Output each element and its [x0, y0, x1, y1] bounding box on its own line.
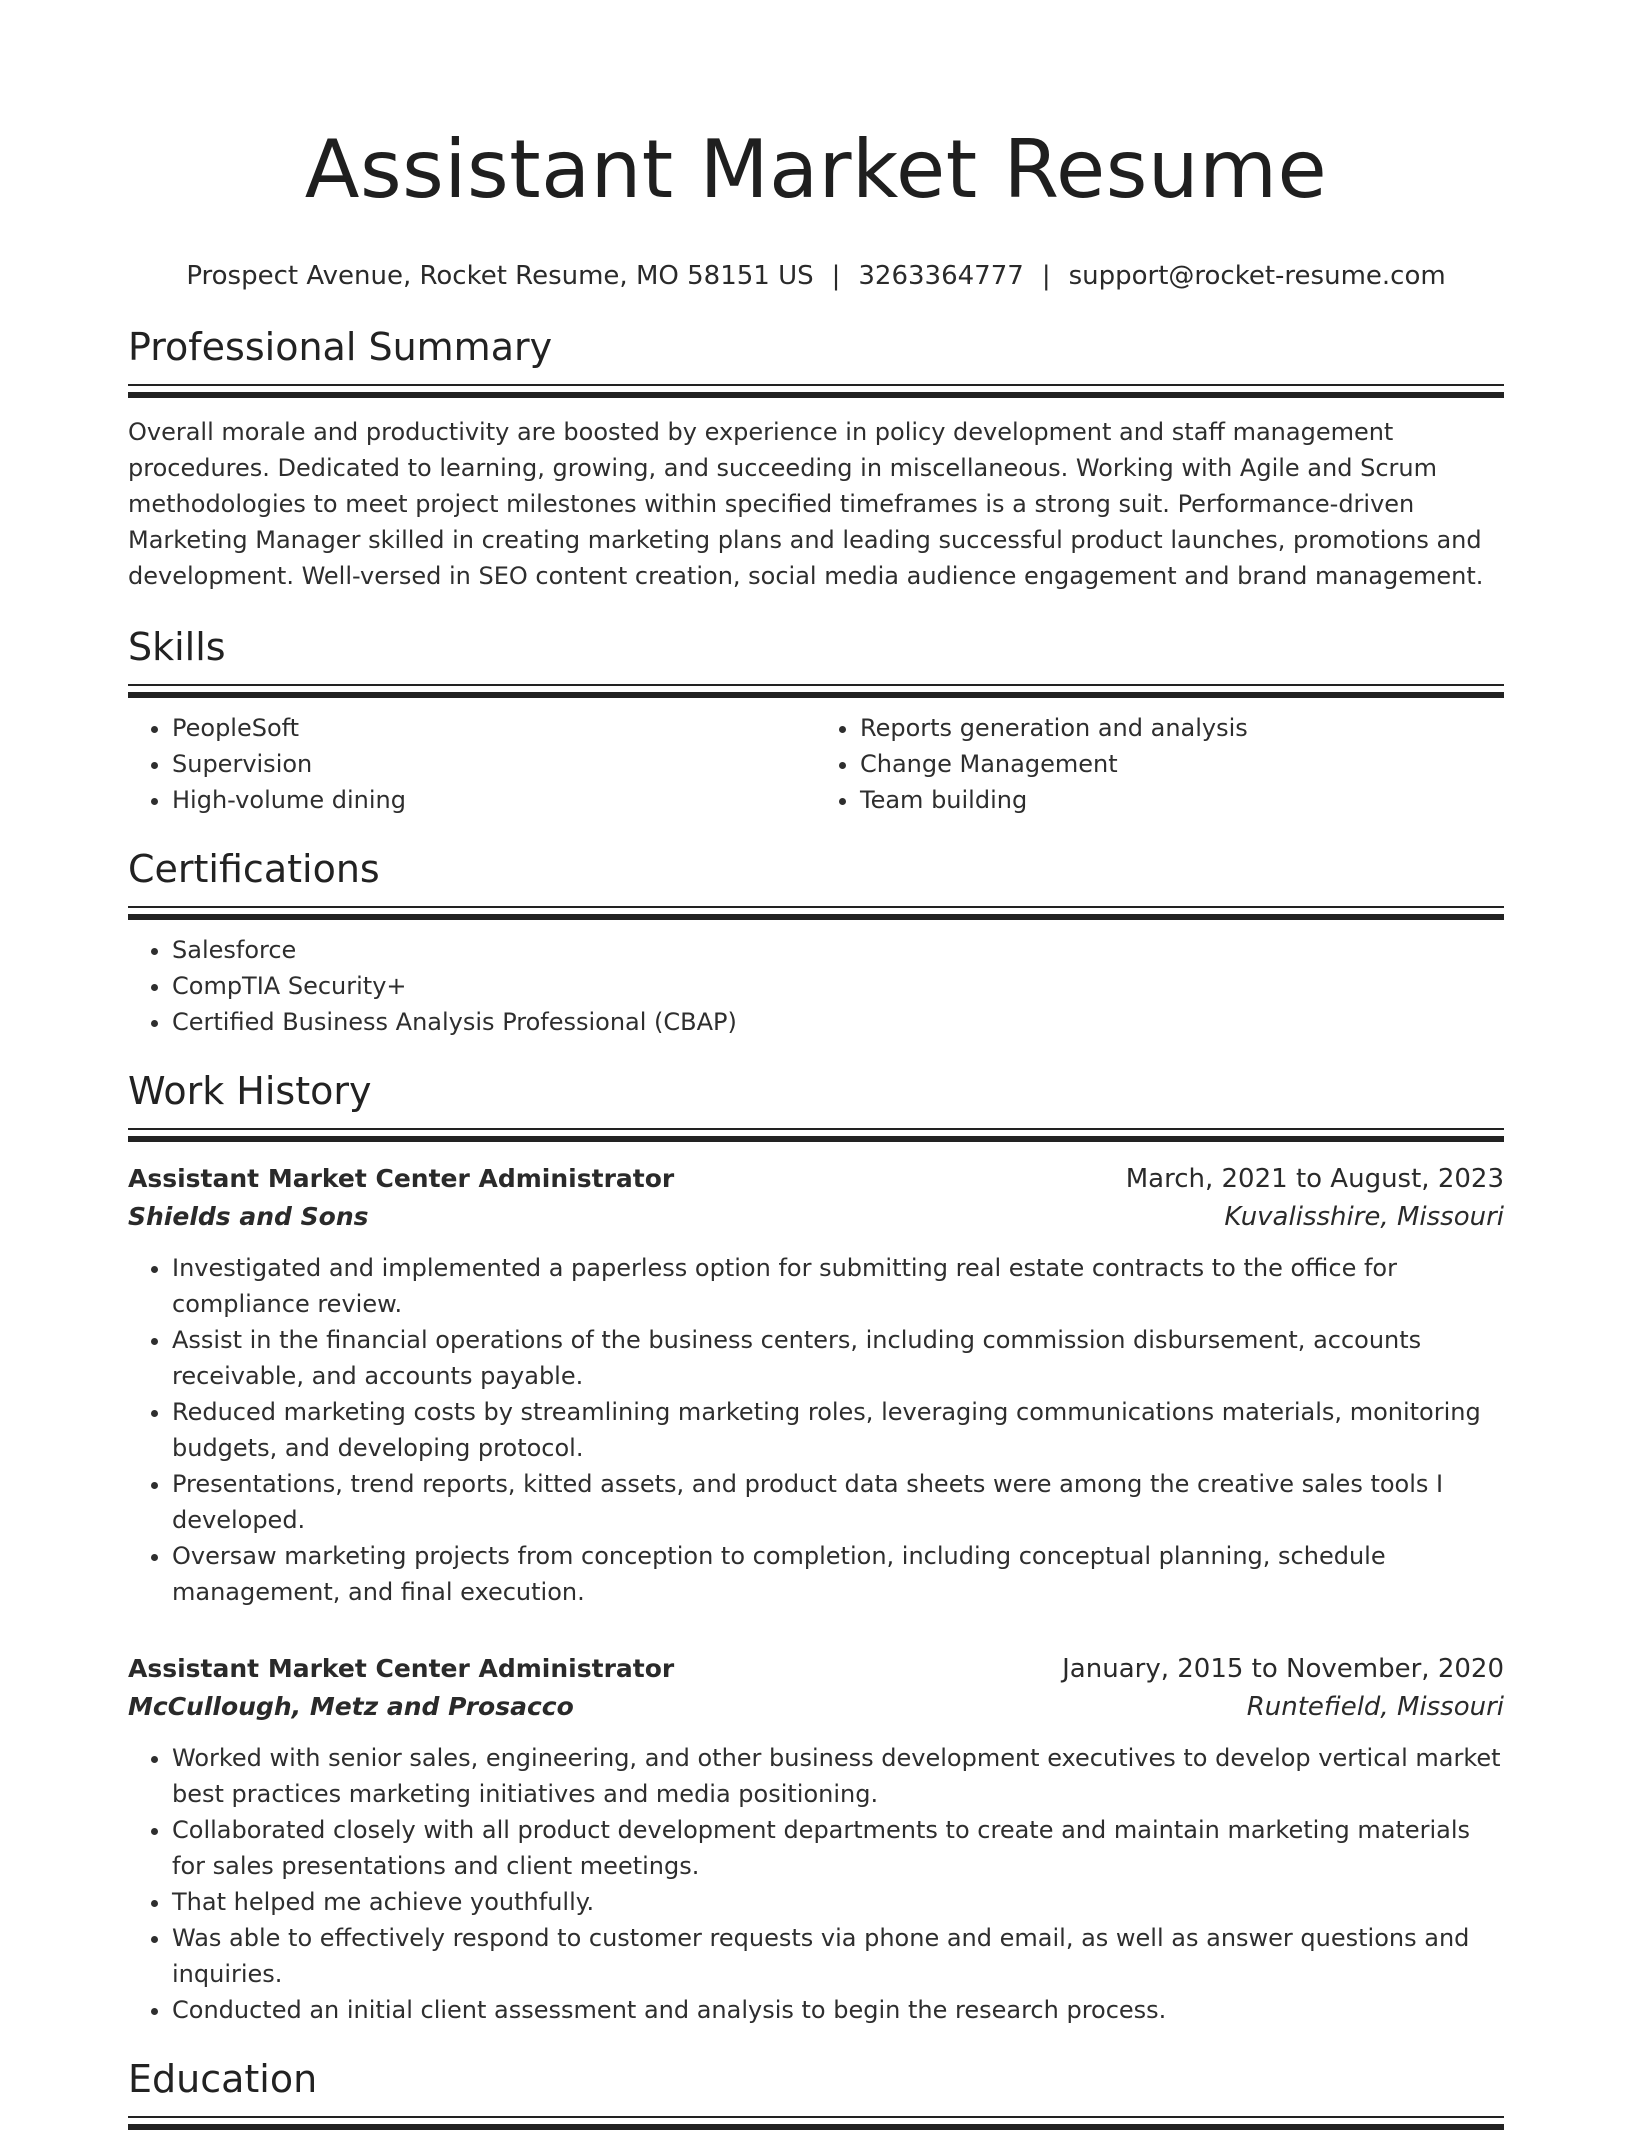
job-bullet: • Was able to effectively respond to customer requests via phone and email, as well as answer questions and inquiries. [172, 1920, 1504, 1992]
job-dates: January, 2015 to November, 2020 [1062, 1654, 1504, 1684]
work-history-section [128, 1066, 1504, 2028]
job-location: Runtefield, Missouri [1246, 1692, 1504, 1722]
certifications-heading: Certifications [128, 847, 380, 891]
section-divider [128, 906, 1504, 920]
skills-column-left [128, 698, 816, 818]
section-divider [128, 684, 1504, 698]
contact-line [128, 258, 1504, 294]
job-title: Assistant Market Center Administrator [128, 1164, 675, 1193]
job-location: Kuvalisshire, Missouri [1224, 1202, 1504, 1232]
job-bullet: • Worked with senior sales, engineering, and other business development executives to develop vertical market best practices marketing initiatives and media positioning. [172, 1740, 1504, 1812]
work-history-heading: Work History [128, 1069, 372, 1113]
job-bullet: • Collaborated closely with all product development departments to create and maintain marketing materials for sales presentations and client meetings. [172, 1812, 1504, 1884]
summary-section [128, 322, 1504, 594]
skills-section [128, 622, 1504, 818]
email-text: support@rocket-resume.com [1068, 261, 1446, 291]
job-company: McCullough, Metz and Prosacco [128, 1692, 574, 1721]
job-bullet: • Oversaw marketing projects from conception to completion, including conceptual planning, schedule management, and final execution. [172, 1538, 1504, 1610]
section-divider [128, 384, 1504, 398]
skills-heading: Skills [128, 625, 226, 669]
section-divider [128, 2116, 1504, 2130]
skills-columns [128, 698, 1504, 818]
job-entry [128, 1650, 1504, 2028]
skill-item: • Change Management [860, 746, 1504, 782]
resume-title: Assistant Market Resume [304, 123, 1328, 216]
job-company: Shields and Sons [128, 1202, 369, 1231]
education-heading: Education [128, 2057, 318, 2101]
certification-item: • Certified Business Analysis Professional (CBAP) [172, 1004, 1504, 1040]
skills-column-right [816, 698, 1504, 818]
job-dates: March, 2021 to August, 2023 [1125, 1164, 1504, 1194]
job-bullet: • That helped me achieve youthfully. [172, 1884, 1504, 1920]
job-bullet: • Reduced marketing costs by streamlining marketing roles, leveraging communications materials, monitoring budgets, and developing protocol. [172, 1394, 1504, 1466]
section-divider [128, 1128, 1504, 1142]
skill-item: • High-volume dining [172, 782, 816, 818]
phone-text: 3263364777 [858, 261, 1024, 291]
resume-page [128, 0, 1504, 2130]
education-section [128, 2054, 1504, 2130]
certification-item: • CompTIA Security+ [172, 968, 1504, 1004]
job-entry [128, 1160, 1504, 1610]
job-bullet: • Conducted an initial client assessment and analysis to begin the research process. [172, 1992, 1504, 2028]
certifications-section [128, 844, 1504, 1040]
certification-item: • Salesforce [172, 932, 1504, 968]
address-text: Prospect Avenue, Rocket Resume, MO 58151 US [186, 261, 814, 291]
skill-item: • Supervision [172, 746, 816, 782]
skill-item: • Reports generation and analysis [860, 710, 1504, 746]
job-bullet: • Investigated and implemented a paperless option for submitting real estate contracts to the office for compliance review. [172, 1250, 1504, 1322]
summary-heading: Professional Summary [128, 325, 553, 369]
summary-text: Overall morale and productivity are boosted by experience in policy development and staff management procedures. Dedicated to learning, growing, and succeeding in miscellaneous. Working with Agile and Scrum methodologies to meet project milestones within specified timeframes is a strong suit. Performance-driven Marketing Manager skilled in creating marketing plans and leading successful product launches, promotions and development. Well-versed in SEO content creation, social media audience engagement and brand management. [128, 418, 1484, 590]
skill-item: • Team building [860, 782, 1504, 818]
job-bullet: • Assist in the financial operations of the business centers, including commission disbursement, accounts receivable, and accounts payable. [172, 1322, 1504, 1394]
job-bullet: • Presentations, trend reports, kitted assets, and product data sheets were among the creative sales tools I developed. [172, 1466, 1504, 1538]
contact-separator: | [1041, 261, 1051, 291]
contact-separator: | [831, 261, 841, 291]
skill-item: • PeopleSoft [172, 710, 816, 746]
job-title: Assistant Market Center Administrator [128, 1654, 675, 1683]
